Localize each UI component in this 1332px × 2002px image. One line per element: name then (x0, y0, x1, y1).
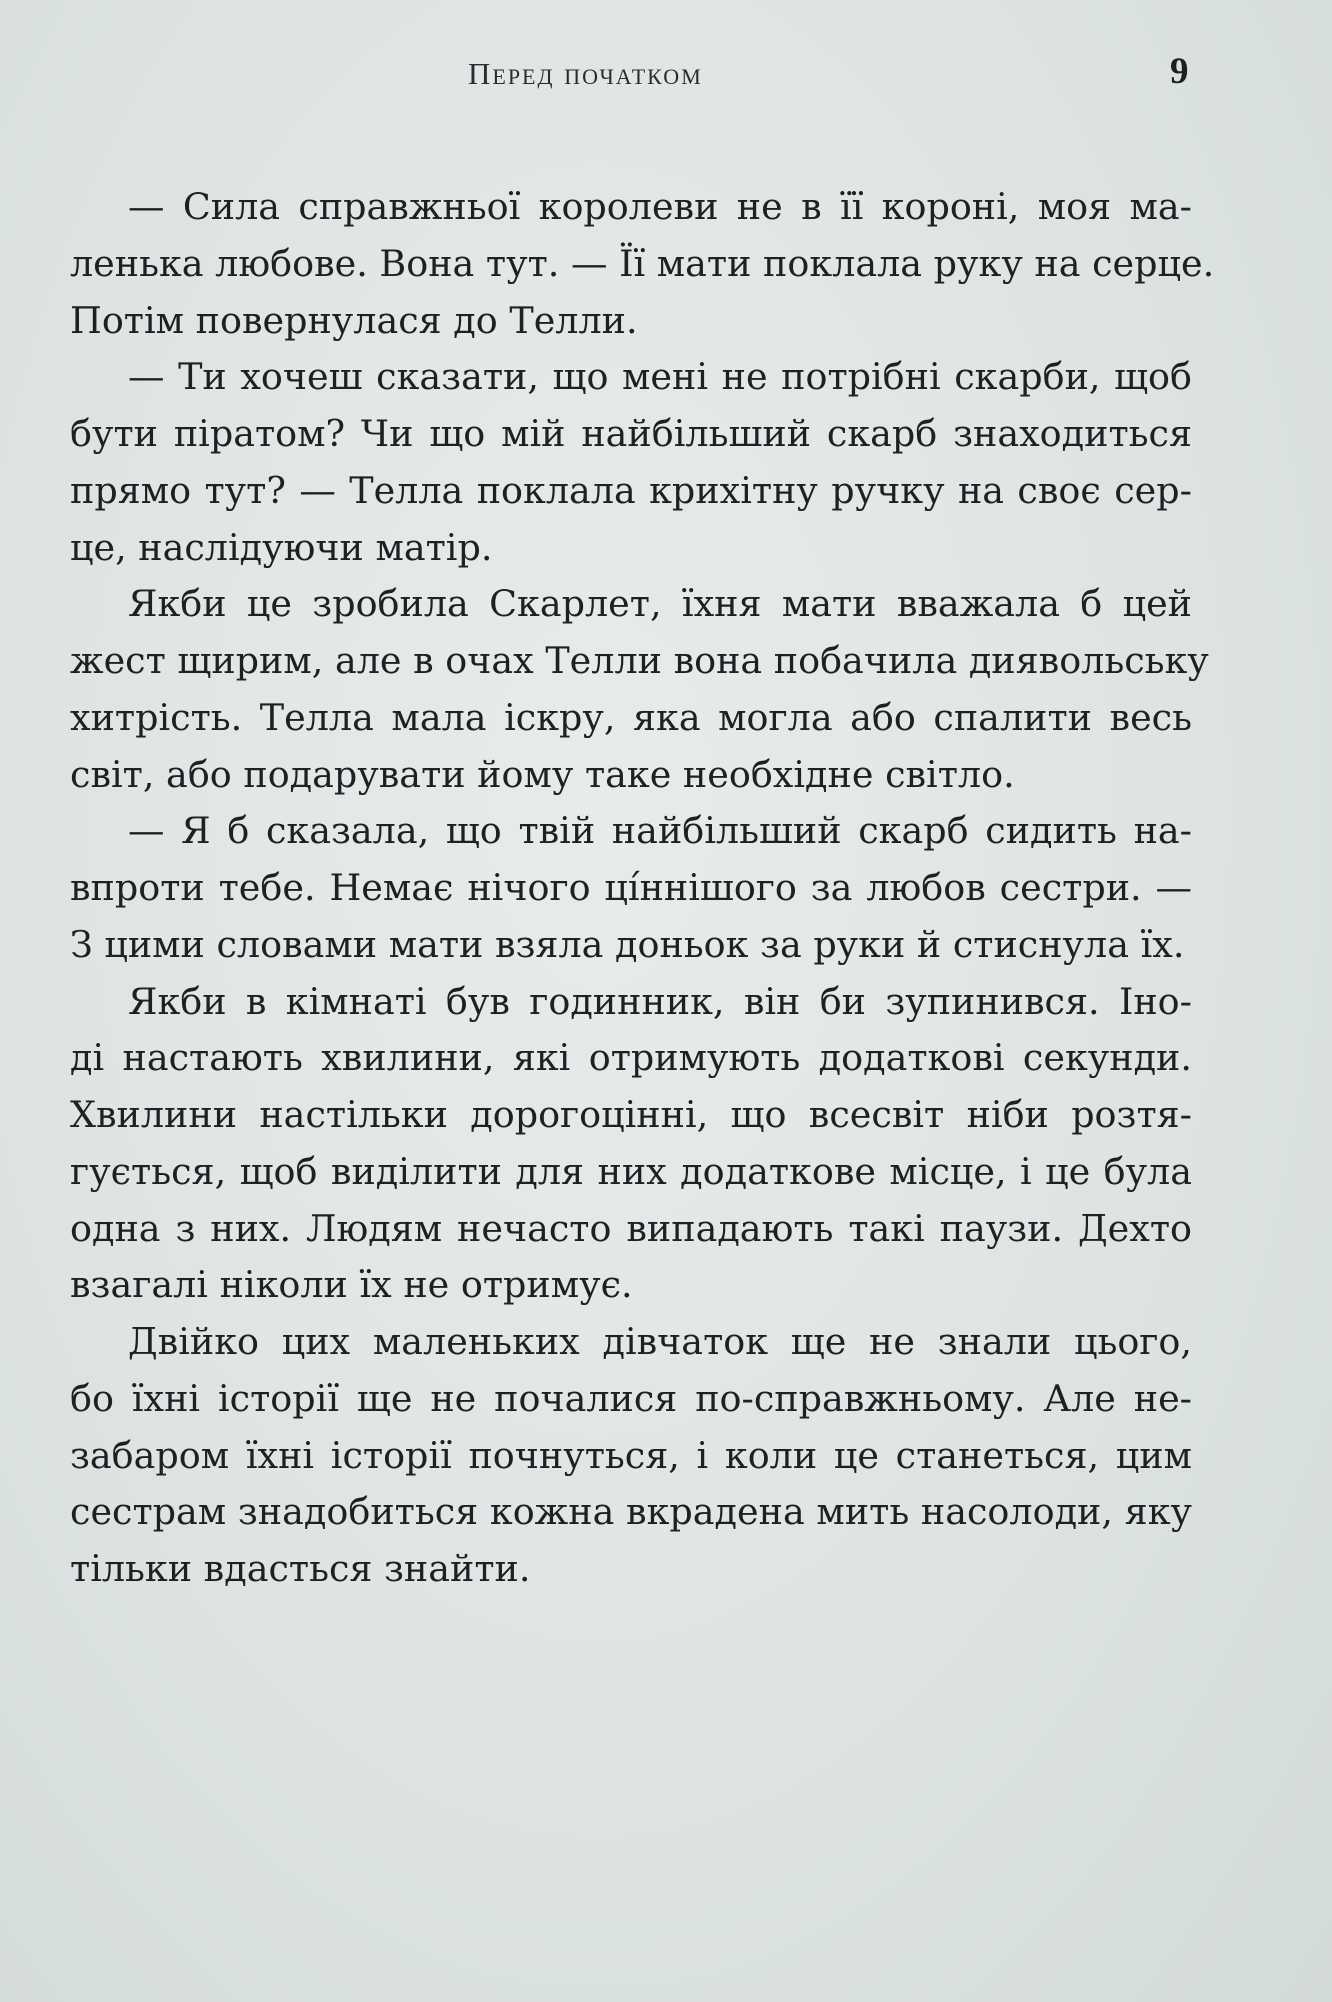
text-line: ленька любове. Вона тут. — Її мати поклала руку на серце. (70, 241, 1215, 285)
text-line: це, наслідуючи матір. (70, 525, 493, 569)
text-line: прямо тут? — Телла поклала крихітну ручку на своє сер- (70, 468, 1192, 512)
text-line: світ, або подарувати йому таке необхідне світло. (70, 752, 1015, 796)
text-line: гується, щоб виділити для них додаткове місце, і це була (70, 1149, 1192, 1193)
text-line: жест щирим, але в очах Телли вона побачила диявольську (70, 639, 1209, 682)
text-line: ді настають хвилини, які отримують додаткові секунди. (70, 1036, 1192, 1080)
text-line: Хвилини настільки дорогоцінні, що всесвіт ніби розтя- (70, 1093, 1192, 1136)
text-line: Потім повернулася до Телли. (70, 298, 638, 342)
text-line: забаром їхні історії почнуться, і коли це станеться, цим (70, 1433, 1192, 1477)
text-line: одна з них. Людям нечасто випадають такі паузи. Дехто (70, 1206, 1192, 1250)
text-line: — Я б сказала, що твій найбільший скарб сидить на- (128, 809, 1192, 853)
text-line: взагалі ніколи їх не отримує. (70, 1263, 633, 1307)
text-line: бути піратом? Чи що мій найбільший скарб знаходиться (70, 412, 1192, 455)
body-text (70, 179, 1215, 1598)
text-line: хитрість. Телла мала іскру, яка могла або спалити весь (70, 695, 1192, 739)
running-head-title: Перед початком (468, 56, 703, 91)
text-line: — Сила справжньої королеви не в її короні, моя ма- (128, 185, 1192, 228)
text-line: — Ти хочеш сказати, що мені не потрібні скарби, щоб (128, 355, 1192, 399)
text-line: Якби в кімнаті був годинник, він би зупинився. Іно- (128, 979, 1192, 1023)
page-number: 9 (1170, 51, 1189, 92)
text-line: бо їхні історії ще не почалися по-справжньому. Але не- (70, 1376, 1192, 1420)
text-line: впроти тебе. Немає нічого цíннішого за любов сестри. — (70, 866, 1192, 909)
text-line: тільки вдасться знайти. (70, 1547, 531, 1590)
text-line: сестрам знадобиться кожна вкрадена мить насолоди, яку (70, 1490, 1192, 1534)
text-line: З цими словами мати взяла доньок за руки й стиснула їх. (70, 922, 1185, 966)
text-line: Якби це зробила Скарлет, їхня мати вважала б цей (128, 582, 1192, 626)
text-line: Двійко цих маленьких дівчаток ще не знали цього, (128, 1320, 1192, 1363)
